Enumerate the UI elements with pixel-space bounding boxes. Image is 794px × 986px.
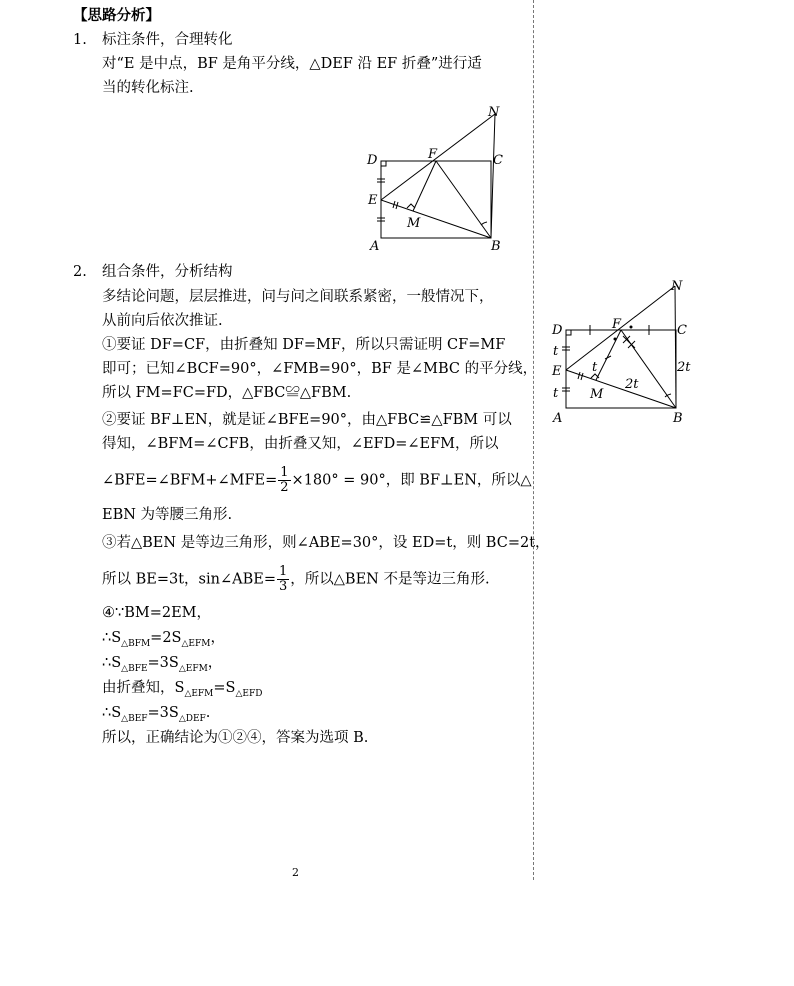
label-a: A: [553, 411, 563, 426]
label-n: N: [671, 279, 683, 294]
expr-text: ∴S: [102, 655, 122, 671]
subscript: △DEF: [178, 713, 206, 724]
label-d: D: [552, 323, 563, 338]
label-2t-bc: 2t: [677, 360, 691, 375]
line-bn: [491, 114, 495, 238]
claim-2-line-1: ②要证 BF⊥EN，就是证∠BFE=90°，由△FBC≌△FBM 可以: [102, 412, 512, 428]
claim-1-line-1: ①要证 DF=CF，由折叠知 DF=MF，所以只需证明 CF=MF: [102, 337, 506, 353]
claim-3-expr-post: ，所以△BEN 不是等边三角形.: [290, 571, 490, 588]
expr-text: .: [205, 705, 211, 721]
line-en: [381, 114, 495, 200]
expr-text: 由折叠知，S: [102, 680, 185, 696]
claim-4-line-4: [102, 678, 262, 704]
subscript: △BFE: [121, 663, 148, 674]
label-c: C: [493, 153, 503, 168]
claim-3-line-1: ③若△BEN 是等边三角形，则∠ABE=30°，设 ED=t，则 BC=2t，: [102, 535, 550, 551]
claim-1-line-2: 即可；已知∠BCF=90°，∠FMB=90°，BF 是∠MBC 的平分线，: [102, 361, 538, 377]
expr-text: ∴S: [102, 630, 122, 646]
claim-2-line-3: [102, 466, 532, 495]
section-heading: 【思路分析】: [73, 7, 160, 24]
label-c: C: [677, 323, 687, 338]
expr-text: ，: [210, 630, 225, 646]
label-n: N: [488, 105, 500, 120]
claim-4-line-3: [102, 653, 222, 679]
claim-3-line-2: [102, 565, 490, 594]
label-m: M: [407, 216, 421, 231]
label-t-ea: t: [553, 386, 559, 401]
expr-text: ，: [207, 655, 223, 671]
section-1-number: 1.: [73, 32, 87, 48]
label-f: F: [428, 147, 438, 162]
subscript: △BFM: [121, 638, 151, 649]
subscript: △EFM: [184, 688, 214, 699]
section-1-para-1: 对“E 是中点，BF 是角平分线，△DEF 沿 EF 折叠”进行适: [102, 56, 482, 72]
claim-2-expr-pre: ∠BFE=∠BFM+∠MFE=: [102, 472, 278, 489]
section-2-para-2: 从前向后依次推证.: [102, 313, 223, 329]
expr-text: ∴S: [102, 705, 122, 721]
line-eb: [381, 200, 491, 238]
line-bn: [675, 286, 676, 408]
claim-3-expr-pre: 所以 BE=3t，sin∠ABE=: [102, 571, 276, 588]
section-2-number: 2.: [73, 264, 87, 280]
expr-text: =3S: [147, 655, 179, 671]
subscript: △EFD: [235, 688, 263, 699]
claim-1-line-3: 所以 FM=FC=FD，△FBC≌△FBM.: [102, 385, 352, 401]
label-e: E: [552, 364, 562, 379]
subscript: △BEF: [121, 713, 148, 724]
label-2t-mb: 2t: [625, 377, 639, 392]
fraction-numerator: 1: [280, 465, 289, 480]
expr-text: =3S: [147, 705, 179, 721]
expr-text: =S: [213, 680, 236, 696]
label-t-de: t: [553, 344, 559, 359]
label-f: F: [612, 317, 622, 332]
conclusion: 所以，正确结论为①②④，答案为选项 B.: [102, 730, 369, 746]
subscript: △EFM: [181, 638, 211, 649]
right-angle-d: [566, 330, 571, 335]
fraction-denominator: 3: [278, 579, 288, 594]
label-m: M: [590, 387, 604, 402]
expr-text: =2S: [150, 630, 182, 646]
label-a: A: [370, 239, 380, 254]
right-angle-m: [407, 204, 415, 208]
claim-4-line-5: [102, 703, 210, 729]
line-fm: [413, 161, 436, 211]
section-1-para-2: 当的转化标注.: [102, 80, 194, 96]
line-fb: [436, 161, 491, 238]
label-b: B: [491, 239, 501, 254]
fraction-denominator: 2: [280, 480, 289, 495]
page-number: 2: [292, 866, 299, 879]
label-t-em: t: [592, 360, 598, 375]
fraction-one-half: [278, 466, 290, 495]
section-2-para-1: 多结论问题，层层推进，问与问之间联系紧密，一般情况下，: [102, 289, 494, 305]
fraction-one-third: [277, 565, 289, 594]
label-e: E: [368, 193, 378, 208]
subscript: △EFM: [178, 663, 208, 674]
claim-2-expr-post: ×180° = 90°，即 BF⊥EN，所以△: [291, 472, 532, 489]
rectangle-abcd: [566, 330, 676, 408]
section-1-title: 标注条件，合理转化: [102, 32, 233, 48]
figure-1-geometry: [360, 104, 510, 259]
right-angle-d: [381, 161, 386, 166]
claim-2-line-4: EBN 为等腰三角形.: [102, 507, 233, 523]
claim-2-line-2: 得知，∠BFM=∠CFB，由折叠又知，∠EFD=∠EFM，所以: [102, 436, 499, 452]
claim-4-line-1: ④∵BM=2EM，: [102, 605, 212, 621]
column-divider: [533, 0, 534, 880]
label-b: B: [673, 411, 683, 426]
angle-mark-b: [481, 222, 487, 225]
fraction-numerator: 1: [278, 564, 288, 579]
label-d: D: [367, 153, 378, 168]
rectangle-abcd: [381, 161, 491, 238]
figure-2-geometry: [545, 278, 705, 428]
claim-4-line-2: [102, 628, 225, 654]
section-2-title: 组合条件，分析结构: [102, 264, 233, 280]
